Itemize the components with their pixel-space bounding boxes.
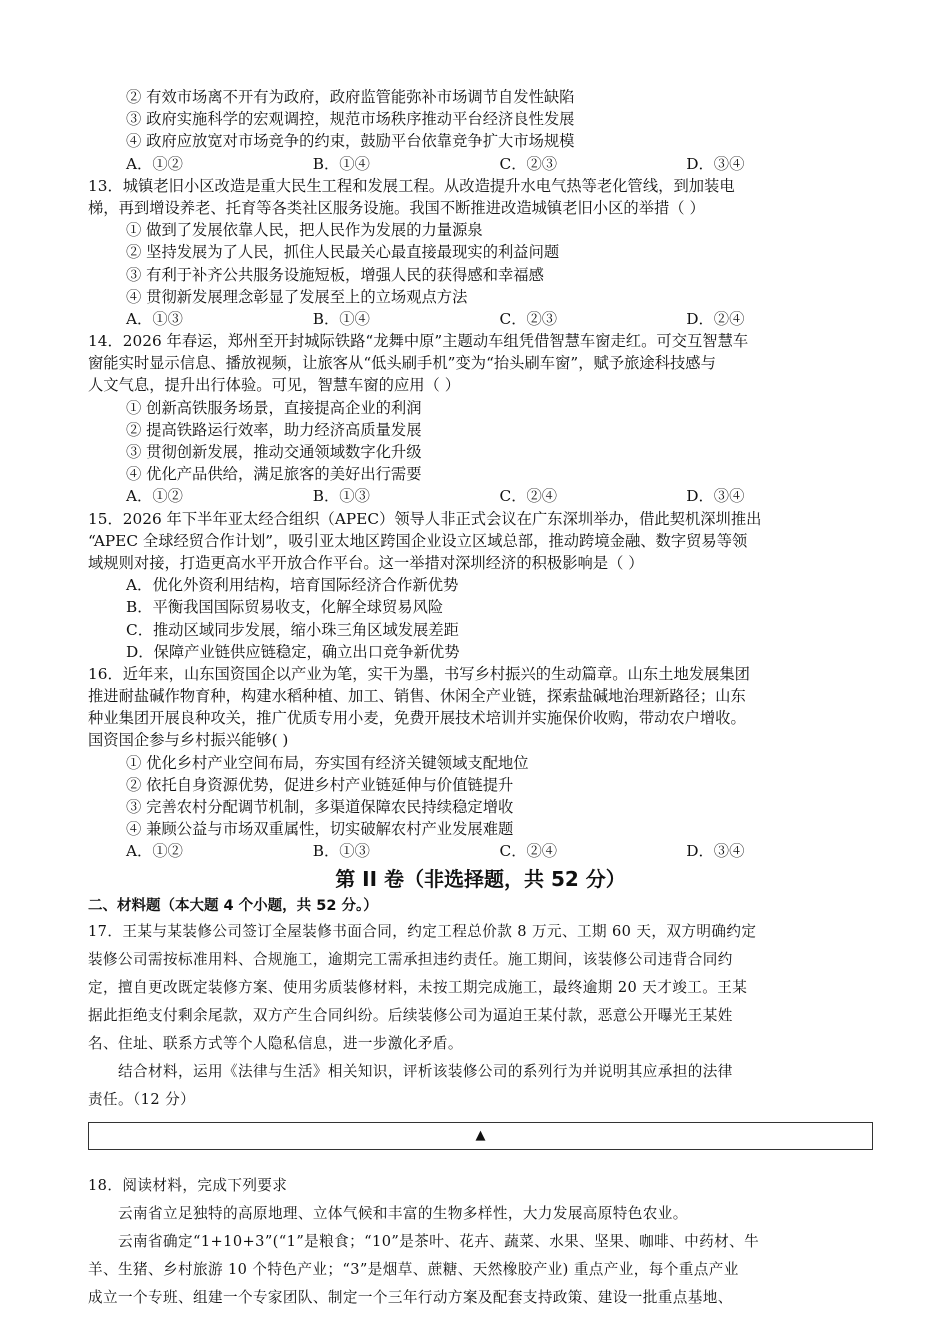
statement-item: ③ 贯彻创新发展，推动交通领域数字化升级 <box>126 443 422 461</box>
option-c: C．②③ <box>499 154 558 173</box>
question-heading: 18．阅读材料，完成下列要求 <box>88 1176 288 1194</box>
statement-item: ① 创新高铁服务场景，直接提高企业的利润 <box>126 398 422 417</box>
question-15 <box>88 508 873 663</box>
option-a: A．①② <box>126 842 183 861</box>
question-17 <box>88 918 873 1150</box>
option-c: C．②③ <box>499 309 558 328</box>
question-12-tail <box>88 86 873 175</box>
material-text: 17．王某与某装修公司签订全屋装修书面合同，约定工程总价款 8 万元、工期 60 天，双方明确约定 <box>88 922 757 940</box>
statement-item: ④ 优化产品供给，满足旅客的美好出行需要 <box>126 465 422 484</box>
statement-item: ③ 完善农村分配调节机制，多渠道保障农民持续稳定增收 <box>126 798 514 816</box>
question-18 <box>88 1172 873 1312</box>
statement-item: ② 提高铁路运行效率，助力经济高质量发展 <box>126 420 422 439</box>
statement-item: ① 做到了发展依靠人民，把人民作为发展的力量源泉 <box>126 221 483 240</box>
answer-box[interactable] <box>88 1122 873 1150</box>
material-text: 装修公司需按标准用料、合规施工，逾期完工需承担违约责任。施工期间，该装修公司违背合同约 <box>88 950 733 968</box>
question-text: “APEC 全球经贸合作计划”，吸引亚太地区跨国企业设立区域总部，推动跨境金融、数字贸易等领 <box>88 531 748 550</box>
exam-page <box>88 86 873 1312</box>
option-d: D．③④ <box>686 842 745 861</box>
material-text: 羊、生猪、乡村旅游 10 个特色产业；“3”是烟草、蔗糖、天然橡胶产业) 重点产业，每个重点产业 <box>88 1260 739 1278</box>
part-heading: 二、材料题（本大题 4 个小题，共 52 分。） <box>88 897 378 914</box>
choice-c: C．推动区域同步发展，缩小珠三角区域发展差距 <box>126 620 459 639</box>
statement-item: ④ 贯彻新发展理念彰显了发展至上的立场观点方法 <box>126 287 468 306</box>
material-text: 据此拒绝支付剩余尾款，双方产生合同纠纷。后续装修公司为逼迫王某付款，恶意公开曝光王某姓 <box>88 1006 733 1024</box>
statement-item: ③ 有利于补齐公共服务设施短板，增强人民的获得感和幸福感 <box>126 265 544 284</box>
statement-item: ① 优化乡村产业空间布局，夯实国有经济关键领域支配地位 <box>126 753 529 772</box>
question-16 <box>88 663 873 863</box>
answer-options <box>88 485 873 507</box>
choice-d: D．保障产业链供应链稳定，确立出口竞争新优势 <box>126 642 460 661</box>
option-a: A．①③ <box>126 309 183 328</box>
option-b: B．①④ <box>312 309 370 328</box>
task-text: 结合材料，运用《法律与生活》相关知识，评析该装修公司的系列行为并说明其应承担的法律 <box>118 1062 733 1080</box>
option-a: A．①② <box>126 154 183 173</box>
option-b: B．①③ <box>312 487 370 506</box>
question-text: 15．2026 年下半年亚太经合组织（APEC）领导人非正式会议在广东深圳举办，借此契机深圳推出 <box>88 509 762 528</box>
statement-item: ② 依托自身资源优势，促进乡村产业链延伸与价值链提升 <box>126 775 514 794</box>
question-text: 16．近年来，山东国资国企以产业为笔，实干为墨，书写乡村振兴的生动篇章。山东土地发展集团 <box>88 664 750 683</box>
material-text: 定，擅自更改既定装修方案、使用劣质装修材料，未按工期完成施工，最终逾期 20 天才竣工。王某 <box>88 978 748 996</box>
option-c: C．②④ <box>499 842 558 861</box>
statement-item: ④ 兼顾公益与市场双重属性，切实破解农村产业发展难题 <box>126 820 514 839</box>
material-text: 云南省立足独特的高原地理、立体气候和丰富的生物多样性，大力发展高原特色农业。 <box>118 1204 688 1222</box>
answer-options <box>88 840 873 862</box>
task-text: 责任。（12 分） <box>88 1090 196 1108</box>
material-text: 成立一个专班、组建一个专家团队、制定一个三年行动方案及配套支持政策、建设一批重点基地、 <box>88 1288 733 1306</box>
statement-item: ③ 政府实施科学的宏观调控，规范市场秩序推动平台经济良性发展 <box>126 110 575 129</box>
question-text: 梯，再到增设养老、托育等各类社区服务设施。我国不断推进改造城镇老旧小区的举措（ ） <box>88 198 705 217</box>
question-text: 种业集团开展良种攻关，推广优质专用小麦，免费开展技术培训并实施保价收购，带动农户增收。 <box>88 709 746 728</box>
choice-b: B．平衡我国国际贸易收支，化解全球贸易风险 <box>126 598 444 617</box>
option-d: D．③④ <box>686 487 745 506</box>
option-a: A．①② <box>126 487 183 506</box>
question-text: 13．城镇老旧小区改造是重大民生工程和发展工程。从改造提升水电气热等老化管线，到加装电 <box>88 176 735 195</box>
question-text: 域规则对接，打造更高水平开放合作平台。这一举措对深圳经济的积极影响是（ ） <box>88 553 644 572</box>
option-d: D．②④ <box>686 309 745 328</box>
material-text: 名、住址、联系方式等个人隐私信息，进一步激化矛盾。 <box>88 1034 463 1052</box>
triangle-marker-icon: ▲ <box>475 1128 486 1144</box>
question-text: 窗能实时显示信息、播放视频，让旅客从“低头刷手机”变为“抬头刷车窗”，赋予旅途科技感与 <box>88 354 716 373</box>
question-14 <box>88 330 873 508</box>
option-d: D．③④ <box>686 154 745 173</box>
statement-item: ② 有效市场离不开有为政府，政府监管能弥补市场调节自发性缺陷 <box>126 88 575 106</box>
question-text: 人文气息，提升出行体验。可见，智慧车窗的应用（ ） <box>88 376 460 395</box>
option-b: B．①③ <box>312 842 370 861</box>
question-13 <box>88 175 873 330</box>
choice-a: A．优化外资利用结构，培育国际经济合作新优势 <box>126 576 459 595</box>
question-text: 国资国企参与乡村振兴能够( ) <box>88 731 289 750</box>
question-text: 推进耐盐碱作物育种，构建水稻种植、加工、销售、休闲全产业链，探索盐碱地治理新路径；山东 <box>88 687 746 706</box>
answer-options <box>88 153 873 175</box>
question-text: 14．2026 年春运，郑州至开封城际铁路“龙舞中原”主题动车组凭借智慧车窗走红。可交互智慧车 <box>88 332 749 351</box>
option-c: C．②④ <box>499 487 558 506</box>
statement-item: ② 坚持发展为了人民，抓住人民最关心最直接最现实的利益问题 <box>126 243 560 262</box>
material-text: 云南省确定“1+10+3”(“1”是粮食；“10”是茶叶、花卉、蔬菜、水果、坚果、咖啡、中药材、牛 <box>118 1232 760 1250</box>
option-b: B．①④ <box>312 154 370 173</box>
statement-item: ④ 政府应放宽对市场竞争的约束，鼓励平台依靠竞争扩大市场规模 <box>126 132 575 151</box>
section-title: 第 II 卷（非选择题，共 52 分） <box>335 866 626 891</box>
answer-options <box>88 308 873 330</box>
